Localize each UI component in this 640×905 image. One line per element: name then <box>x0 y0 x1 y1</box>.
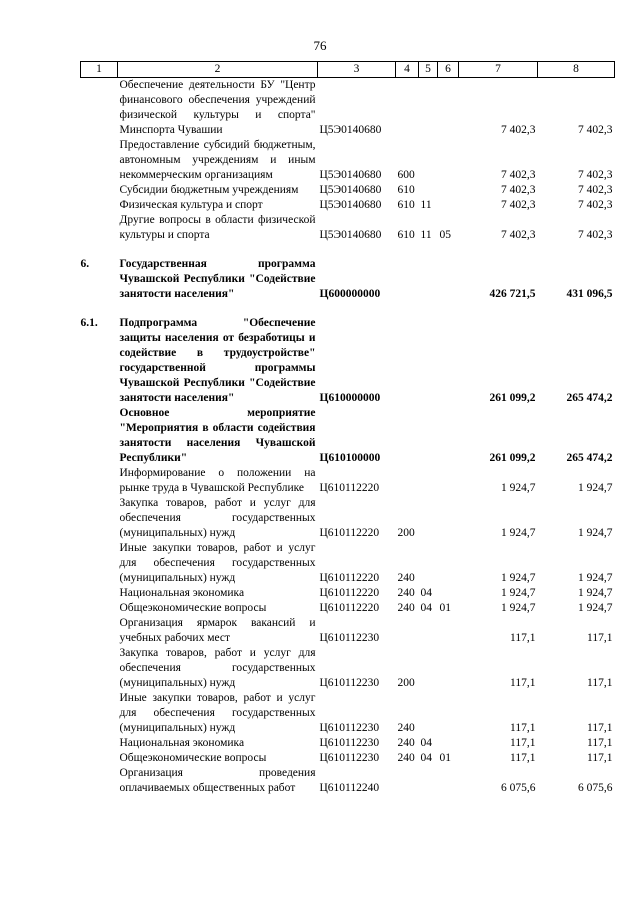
cell-amount-year2: 7 402,3 <box>578 229 613 241</box>
cell-number <box>81 646 118 691</box>
table-row <box>81 198 615 213</box>
table-row <box>81 316 615 406</box>
cell-name: Общеэкономические вопросы <box>119 752 267 764</box>
table-body <box>81 78 615 797</box>
cell-number <box>81 78 118 139</box>
cell-target-code: Ц610112230 <box>319 737 380 749</box>
cell-name: Иные закупки товаров, работ и услуг для обеспечения государственных (муниципальных) нужд <box>119 692 316 734</box>
cell-name: Национальная экономика <box>119 587 245 599</box>
spacer-cell <box>81 302 615 316</box>
cell-amount-year2: 7 402,3 <box>578 124 613 136</box>
cell-amount-year1: 1 924,7 <box>501 587 536 599</box>
cell-target-code: Ц5Э0140680 <box>319 124 382 136</box>
cell-amount-year1: 117,1 <box>510 752 536 764</box>
cell-section <box>419 646 438 691</box>
cell-section <box>419 183 438 198</box>
table-row <box>81 766 615 796</box>
cell-amount-year1: 117,1 <box>510 632 536 644</box>
cell-section: 04 <box>420 602 432 614</box>
cell-section <box>419 466 438 496</box>
cell-number <box>81 751 118 766</box>
cell-target-code: Ц600000000 <box>319 288 381 300</box>
header-col-2: 2 <box>118 62 318 78</box>
spacer-row <box>81 243 615 257</box>
cell-amount-year2: 117,1 <box>587 632 613 644</box>
cell-amount-year2: 431 096,5 <box>566 288 613 300</box>
cell-name: Другие вопросы в области физической культуры и спорта <box>119 214 316 241</box>
cell-section <box>419 316 438 406</box>
cell-name: Подпрограмма "Обеспечение защиты населения от безработицы и содействие в трудоустройстве" государственной программы Чувашской Республики "Содействие занятости населения" <box>119 317 316 404</box>
cell-name: Иные закупки товаров, работ и услуг для обеспечения государственных (муниципальных) нужд <box>119 542 316 584</box>
cell-name: Закупка товаров, работ и услуг для обеспечения государственных (муниципальных) нужд <box>119 647 316 689</box>
cell-expense-type <box>396 616 419 646</box>
cell-number: 6.1. <box>80 317 98 329</box>
cell-amount-year1: 426 721,5 <box>489 288 536 300</box>
cell-number <box>81 736 118 751</box>
cell-name: Закупка товаров, работ и услуг для обеспечения государственных (муниципальных) нужд <box>119 497 316 539</box>
cell-number <box>81 138 118 183</box>
cell-section <box>419 766 438 796</box>
cell-amount-year2: 117,1 <box>587 752 613 764</box>
header-col-6: 6 <box>438 62 459 78</box>
cell-subsection <box>438 466 459 496</box>
cell-subsection <box>438 646 459 691</box>
cell-name: Государственная программа Чувашской Республики "Содействие занятости населения" <box>119 258 316 300</box>
cell-amount-year1: 7 402,3 <box>501 229 536 241</box>
cell-section <box>419 406 438 466</box>
spacer-cell <box>81 243 615 257</box>
cell-subsection <box>438 138 459 183</box>
cell-target-code: Ц610000000 <box>319 392 381 404</box>
cell-target-code: Ц610112230 <box>319 632 380 644</box>
cell-expense-type: 240 <box>397 737 415 749</box>
cell-name: Физическая культура и спорт <box>119 199 263 211</box>
cell-amount-year2: 265 474,2 <box>566 452 613 464</box>
cell-expense-type: 240 <box>397 752 415 764</box>
cell-number <box>81 466 118 496</box>
cell-amount-year2: 6 075,6 <box>578 782 613 794</box>
table-row <box>81 691 615 736</box>
header-row <box>81 62 615 78</box>
cell-target-code: Ц5Э0140680 <box>319 184 382 196</box>
cell-amount-year1: 1 924,7 <box>501 602 536 614</box>
cell-target-code: Ц5Э0140680 <box>319 169 382 181</box>
cell-amount-year1: 7 402,3 <box>501 169 536 181</box>
cell-expense-type: 610 <box>397 229 415 241</box>
cell-amount-year2: 7 402,3 <box>578 169 613 181</box>
cell-number <box>81 601 118 616</box>
cell-amount-year1: 261 099,2 <box>489 452 536 464</box>
cell-section: 11 <box>420 229 432 241</box>
spacer-row <box>81 302 615 316</box>
cell-section <box>419 616 438 646</box>
cell-target-code: Ц610112230 <box>319 752 380 764</box>
cell-subsection <box>438 616 459 646</box>
cell-section: 11 <box>420 199 432 211</box>
cell-amount-year2: 1 924,7 <box>578 572 613 584</box>
cell-amount-year2: 117,1 <box>587 722 613 734</box>
cell-amount-year1: 117,1 <box>510 737 536 749</box>
cell-amount-year1: 1 924,7 <box>501 482 536 494</box>
cell-section <box>419 496 438 541</box>
table-row <box>81 736 615 751</box>
cell-section <box>419 541 438 586</box>
cell-section <box>419 138 438 183</box>
cell-subsection <box>438 78 459 139</box>
cell-amount-year2: 7 402,3 <box>578 199 613 211</box>
table-row <box>81 646 615 691</box>
cell-name: Организация проведения оплачиваемых общественных работ <box>119 767 316 794</box>
table-row <box>81 586 615 601</box>
budget-table <box>80 61 615 796</box>
cell-subsection <box>438 496 459 541</box>
cell-target-code: Ц610112220 <box>319 602 380 614</box>
cell-target-code: Ц5Э0140680 <box>319 229 382 241</box>
header-col-8: 8 <box>538 62 615 78</box>
cell-target-code: Ц610112230 <box>319 722 380 734</box>
cell-target-code: Ц610112220 <box>319 527 380 539</box>
cell-amount-year1: 7 402,3 <box>501 184 536 196</box>
cell-subsection: 01 <box>439 752 451 764</box>
cell-number <box>81 406 118 466</box>
header-col-1: 1 <box>81 62 118 78</box>
cell-expense-type: 200 <box>397 527 415 539</box>
header-col-4: 4 <box>396 62 419 78</box>
cell-amount-year1: 6 075,6 <box>501 782 536 794</box>
cell-name: Предоставление субсидий бюджетным, автономным учреждениям и иным некоммерческим организациям <box>119 139 316 181</box>
cell-number <box>81 541 118 586</box>
table-row <box>81 406 615 466</box>
cell-section: 04 <box>420 737 432 749</box>
cell-amount-year2: 265 474,2 <box>566 392 613 404</box>
cell-subsection <box>438 257 459 302</box>
cell-expense-type <box>396 406 419 466</box>
cell-number <box>81 198 118 213</box>
cell-expense-type: 240 <box>397 572 415 584</box>
cell-name: Обеспечение деятельности БУ "Центр финансового обеспечения учреждений физической культуры и спорта" Минспорта Чувашии <box>119 79 316 136</box>
cell-number <box>81 616 118 646</box>
cell-target-code: Ц610112240 <box>319 782 380 794</box>
cell-target-code: Ц610100000 <box>319 452 381 464</box>
cell-subsection <box>438 736 459 751</box>
cell-subsection: 05 <box>439 229 451 241</box>
header-col-3: 3 <box>318 62 396 78</box>
cell-expense-type <box>396 316 419 406</box>
cell-amount-year2: 1 924,7 <box>578 587 613 599</box>
header-col-7: 7 <box>459 62 538 78</box>
table-row <box>81 601 615 616</box>
cell-expense-type <box>396 78 419 139</box>
cell-section <box>419 691 438 736</box>
cell-subsection <box>438 586 459 601</box>
cell-name: Субсидии бюджетным учреждениям <box>119 184 299 196</box>
cell-number <box>81 183 118 198</box>
cell-number <box>81 766 118 796</box>
cell-section <box>419 257 438 302</box>
cell-subsection <box>438 316 459 406</box>
cell-subsection <box>438 691 459 736</box>
cell-target-code: Ц610112220 <box>319 572 380 584</box>
table-row <box>81 183 615 198</box>
cell-expense-type <box>396 766 419 796</box>
cell-name: Основное мероприятие "Мероприятия в области содействия занятости населения Чувашской Республики" <box>119 407 316 464</box>
table-row <box>81 213 615 243</box>
table-row <box>81 541 615 586</box>
table-row <box>81 751 615 766</box>
cell-subsection <box>438 183 459 198</box>
cell-amount-year1: 117,1 <box>510 677 536 689</box>
page-number: 76 <box>313 38 327 53</box>
header-col-5: 5 <box>419 62 438 78</box>
cell-amount-year2: 117,1 <box>587 677 613 689</box>
cell-subsection <box>438 766 459 796</box>
cell-number <box>81 586 118 601</box>
cell-amount-year1: 7 402,3 <box>501 199 536 211</box>
cell-amount-year2: 117,1 <box>587 737 613 749</box>
table-row <box>81 616 615 646</box>
table-row <box>81 78 615 139</box>
cell-target-code: Ц610112230 <box>319 677 380 689</box>
cell-number: 6. <box>80 258 90 270</box>
cell-amount-year1: 261 099,2 <box>489 392 536 404</box>
cell-amount-year2: 1 924,7 <box>578 602 613 614</box>
cell-amount-year1: 117,1 <box>510 722 536 734</box>
cell-expense-type: 610 <box>397 199 415 211</box>
cell-expense-type: 240 <box>397 602 415 614</box>
table-row <box>81 496 615 541</box>
cell-subsection: 01 <box>439 602 451 614</box>
cell-target-code: Ц610112220 <box>319 482 380 494</box>
cell-target-code: Ц610112220 <box>319 587 380 599</box>
cell-expense-type: 240 <box>397 722 415 734</box>
cell-name: Национальная экономика <box>119 737 245 749</box>
cell-amount-year1: 1 924,7 <box>501 527 536 539</box>
budget-table-container <box>80 61 614 796</box>
table-row <box>81 257 615 302</box>
cell-amount-year2: 1 924,7 <box>578 482 613 494</box>
cell-subsection <box>438 198 459 213</box>
cell-expense-type <box>396 466 419 496</box>
cell-amount-year2: 1 924,7 <box>578 527 613 539</box>
cell-expense-type: 600 <box>397 169 415 181</box>
cell-target-code: Ц5Э0140680 <box>319 199 382 211</box>
table-row <box>81 466 615 496</box>
cell-amount-year2: 7 402,3 <box>578 184 613 196</box>
cell-number <box>81 213 118 243</box>
cell-section <box>419 78 438 139</box>
cell-expense-type: 240 <box>397 587 415 599</box>
cell-name: Организация ярмарок вакансий и учебных рабочих мест <box>119 617 316 644</box>
cell-expense-type: 610 <box>397 184 415 196</box>
cell-expense-type: 200 <box>397 677 415 689</box>
cell-section: 04 <box>420 752 432 764</box>
cell-name: Общеэкономические вопросы <box>119 602 267 614</box>
cell-amount-year1: 1 924,7 <box>501 572 536 584</box>
cell-number <box>81 691 118 736</box>
cell-subsection <box>438 406 459 466</box>
cell-amount-year1: 7 402,3 <box>501 124 536 136</box>
cell-number <box>81 496 118 541</box>
cell-expense-type <box>396 257 419 302</box>
table-row <box>81 138 615 183</box>
cell-subsection <box>438 541 459 586</box>
cell-name: Информирование о положении на рынке труда в Чувашской Республике <box>119 467 316 494</box>
cell-section: 04 <box>420 587 432 599</box>
